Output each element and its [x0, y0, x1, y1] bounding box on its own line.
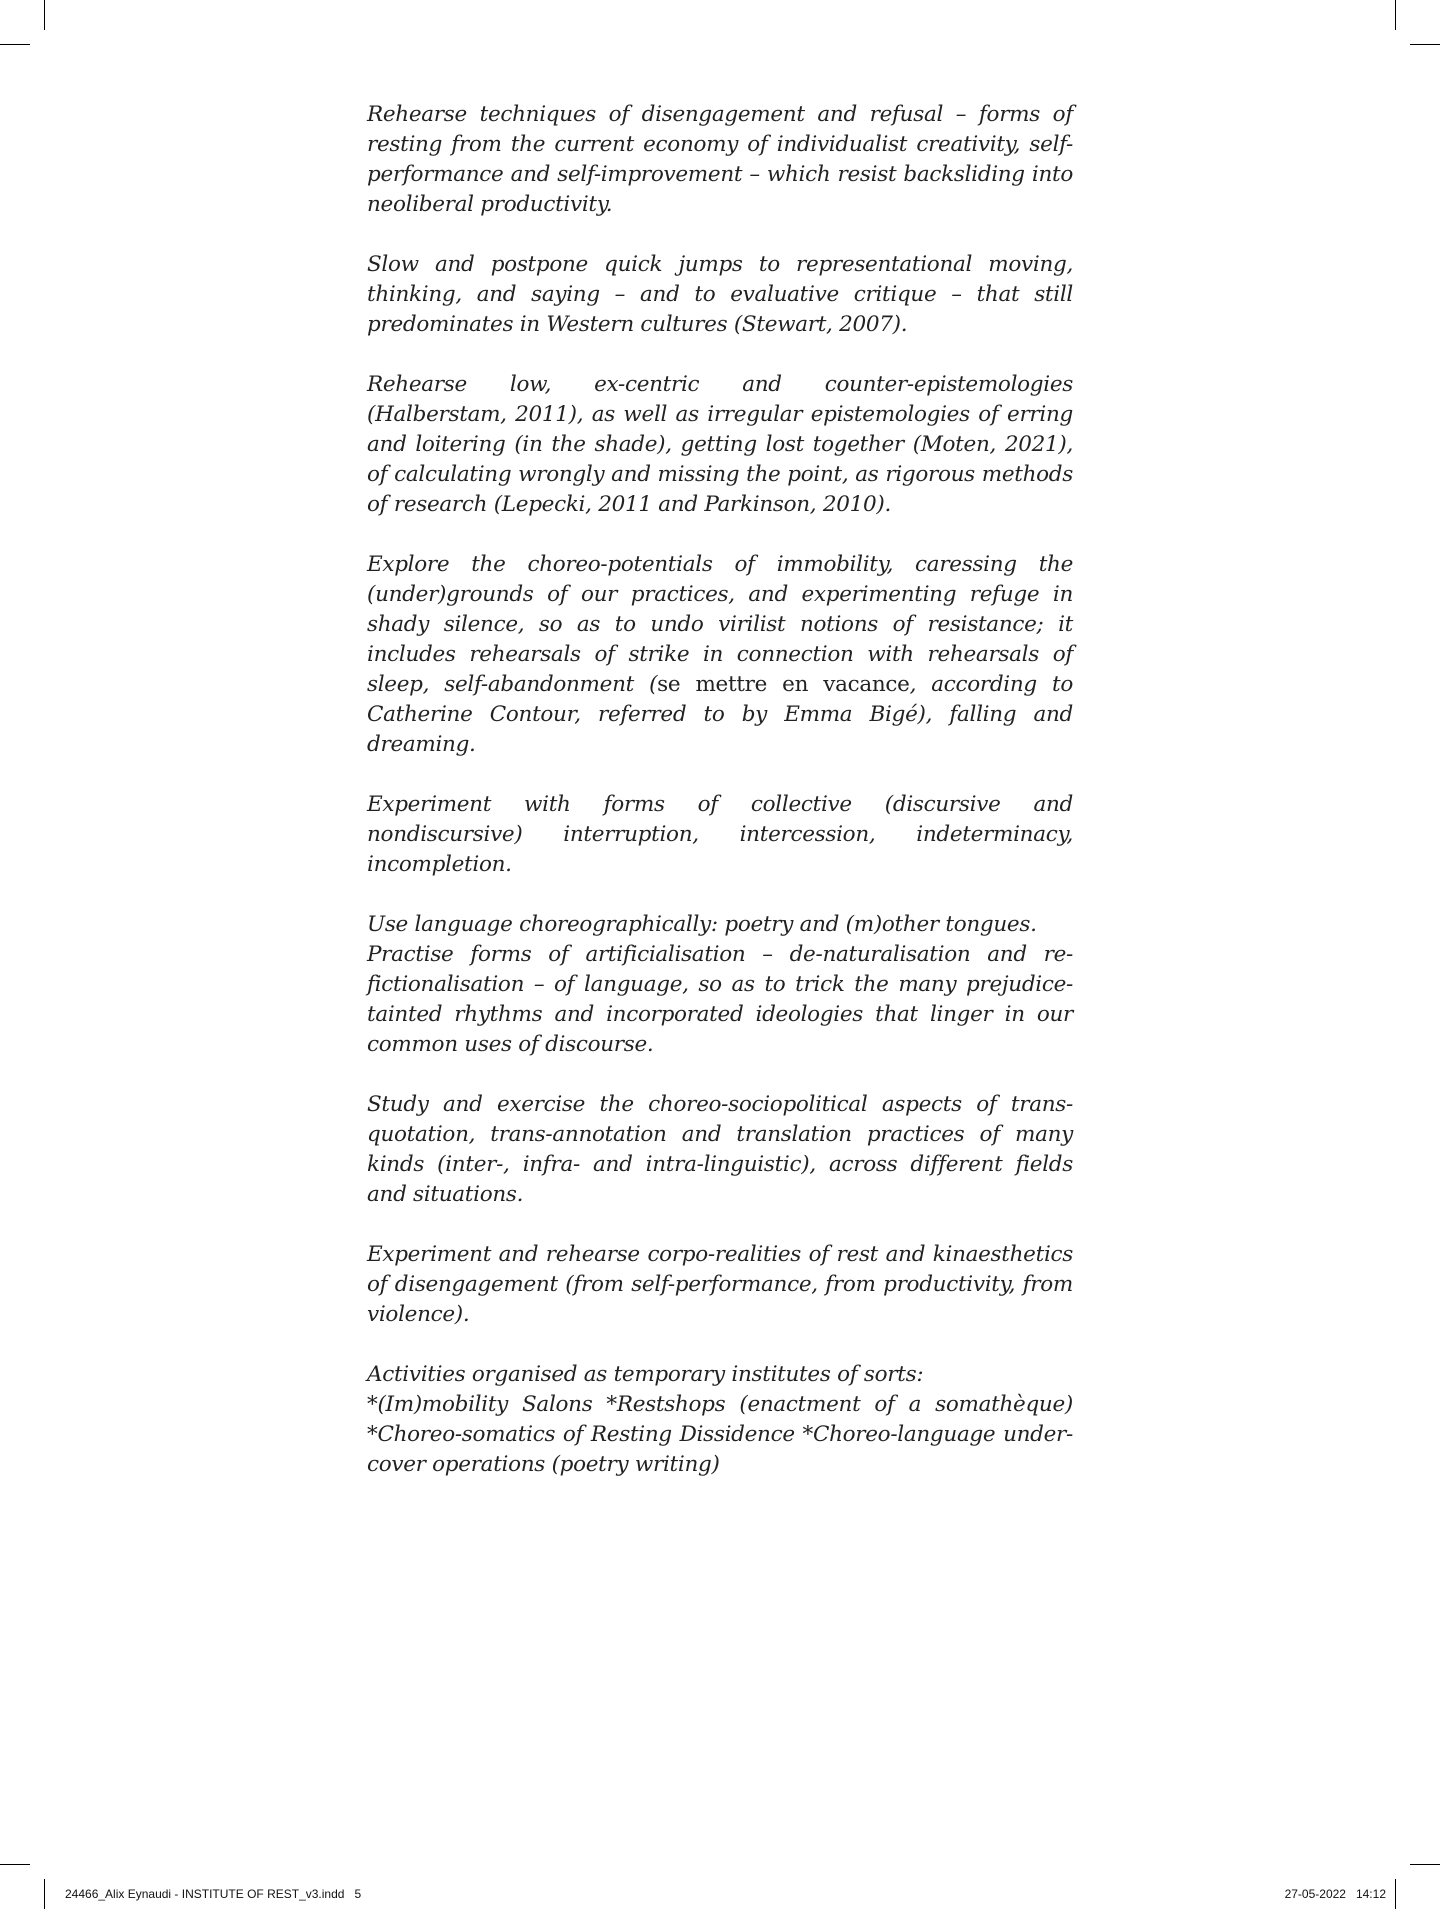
paragraph-segment: Study and exercise the choreo-sociopolitical aspects of trans-quotation, trans-annotation and translation practices of many kinds (inter-, infra- and intra-linguistic), across different fields and situations.	[367, 1092, 1073, 1207]
paragraph-segment: Experiment and rehearse corpo-realities of rest and kinaesthetics of disengagement (from self-performance, from productivity, from violence).	[367, 1242, 1073, 1327]
paragraph-segment: Use language choreographically: poetry and (m)other tongues.	[367, 912, 1037, 937]
slug-filename: 24466_Alix Eynaudi - INSTITUTE OF REST_v3.indd 5	[65, 1887, 362, 1901]
paragraph-collective-interruption	[367, 790, 1073, 880]
paragraph-disengagement	[367, 100, 1073, 220]
paragraph-immobility	[367, 550, 1073, 760]
paragraph-slow-postpone	[367, 250, 1073, 340]
paragraph-segment: Practise forms of artificialisation – de-naturalisation and re-fictionalisation – of language, so as to trick the many prejudice-tainted rhythms and incorporated ideologies that linger in our common uses of discourse.	[367, 942, 1073, 1057]
paragraph-segment: Activities organised as temporary institutes of sorts:	[367, 1362, 924, 1387]
paragraph-counter-epistemologies	[367, 370, 1073, 520]
paragraph-segment: se mettre en vacance	[657, 672, 910, 697]
crop-mark-top-right-h	[1410, 44, 1440, 45]
paragraph-segment: *(Im)mobility Salons *Restshops (enactment of a somathèque) *Choreo-somatics of Resting Dissidence *Choreo-language under-cover operations (poetry writing)	[367, 1392, 1073, 1477]
crop-mark-top-right	[1395, 0, 1396, 30]
paragraph-segment: Rehearse low, ex-centric and counter-epistemologies (Halberstam, 2011), as well as irregular epistemologies of erring and loitering (in the shade), getting lost together (Moten, 2021), of calculating wrongly and missing the point, as rigorous methods of research (Lepecki, 2011 and Parkinson, 2010).	[367, 372, 1073, 517]
paragraph-segment: Slow and postpone quick jumps to representational moving, thinking, and saying – and to evaluative critique – that still predominates in Western cultures (Stewart, 2007).	[367, 252, 1073, 337]
crop-mark-bottom-left	[44, 1879, 45, 1909]
paragraph-language	[367, 910, 1073, 1060]
crop-mark-top-left-h	[0, 44, 30, 45]
paragraph-segment: Experiment with forms of collective (discursive and nondiscursive) interruption, intercession, indeterminacy, incompletion.	[367, 792, 1073, 877]
paragraph-segment: Rehearse techniques of disengagement and refusal – forms of resting from the current economy of individualist creativity, self-performance and self-improvement – which resist backsliding into neoliberal productivity.	[367, 102, 1073, 217]
paragraph-trans-quotation	[367, 1090, 1073, 1210]
slug-timestamp: 27-05-2022 14:12	[1284, 1887, 1386, 1901]
paragraph-segment: Explore the choreo-potentials of immobility, caressing the (under)grounds of our practices, and experimenting refuge in shady silence, so as to undo virilist notions of resistance; it includes rehearsals of strike in connection with rehearsals of sleep, self-abandonment (	[367, 552, 1073, 697]
paragraph-segment: , according to Catherine Contour, referred to by Emma Bigé), falling and dreaming.	[367, 672, 1073, 757]
crop-mark-bottom-right-h	[1410, 1864, 1440, 1865]
crop-mark-bottom-left-h	[0, 1864, 30, 1865]
paragraph-corpo-realities	[367, 1240, 1073, 1330]
crop-mark-bottom-right	[1395, 1879, 1396, 1909]
body-text	[367, 100, 1073, 1510]
crop-mark-top-left	[44, 0, 45, 30]
paragraph-activities	[367, 1360, 1073, 1480]
